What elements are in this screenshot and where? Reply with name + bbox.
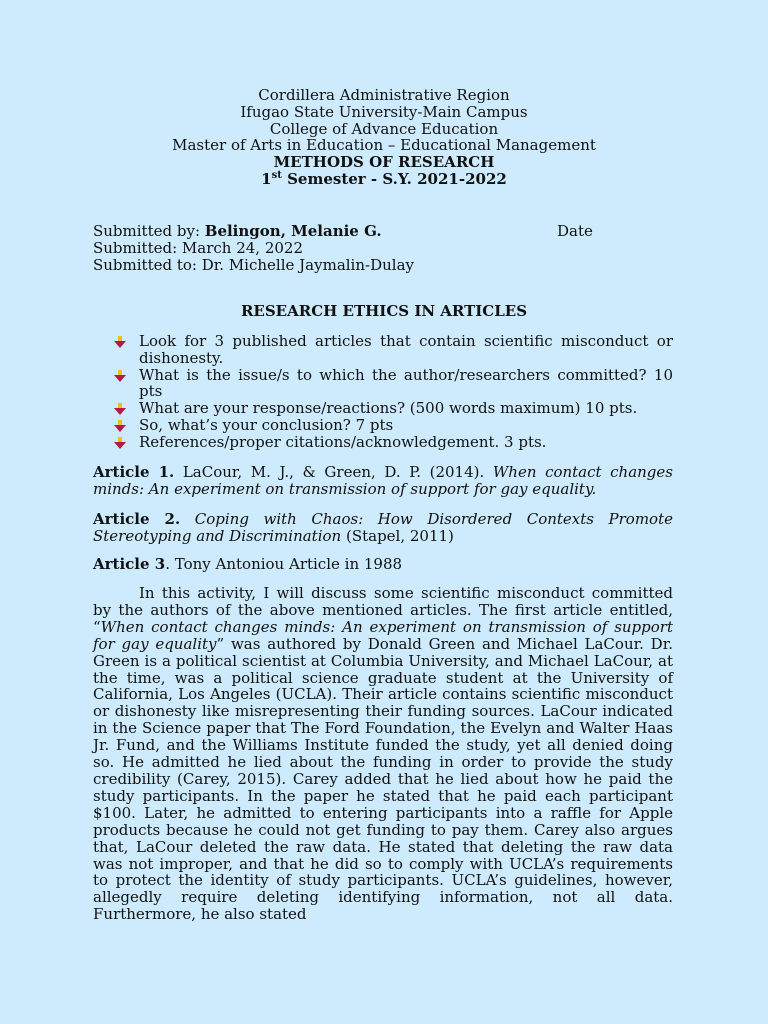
course-line: METHODS OF RESEARCH — [273, 153, 495, 172]
semester-text: Semester - S.Y. 2021-2022 — [281, 169, 507, 188]
article-3 — [93, 556, 673, 573]
article-2-label: Article 2. — [93, 510, 181, 528]
requirement-item: So, what’s your conclusion? 7 pts — [93, 417, 673, 434]
arrow-bullet-icon — [113, 335, 127, 349]
requirement-item: References/proper citations/acknowledgement. 3 pts. — [93, 434, 673, 451]
arrow-bullet-icon — [113, 419, 127, 433]
article-1 — [93, 464, 673, 498]
article-3-text: . Tony Antoniou Article in 1988 — [165, 555, 403, 573]
requirement-item: Look for 3 published articles that contain scientific misconduct or dishonesty. — [93, 333, 673, 367]
requirement-item: What are your response/reactions? (500 words maximum) 10 pts. — [93, 400, 673, 417]
date-label: Date — [557, 222, 593, 240]
semester-suffix: st — [271, 169, 282, 181]
semester-line — [0, 171, 768, 188]
article-3-label: Article 3 — [93, 555, 166, 573]
program-line: Master of Arts in Education – Educational Management — [172, 136, 596, 155]
body-rest: ” was authored by Donald Green and Michael LaCour. Dr. Green is a political scientist at Columbia University, and Michael LaCour, at the time, was a political science graduate student at the University of California, Los Angeles (UCLA). Their article contains scientific misconduct or dishonesty like misrepresenting their funding sources. LaCour indicated in the Science paper that The Ford Foundation, the Evelyn and Walter Haas Jr. Fund, and the Williams Institute funded the study, yet all denied doing so. He admitted he lied about the funding in order to provide the study credibility (Carey, 2015). Carey added that he lied about how he paid the study participants. In the paper he stated that he paid each participant $100. Later, he admitted to entering participants into a raffle for Apple products because he could not get funding to pay them. Carey also argues that, LaCour deleted the raw data. He stated that deleting the raw data was not improper, and that he did so to comply with UCLA’s requirements to protect the identity of study participants. UCLA’s guidelines, however, allegedly require deleting identifying information, not all data. Furthermore, he also stated — [93, 634, 673, 924]
university-line: Ifugao State University-Main Campus — [240, 102, 528, 121]
body-article-title: When contact changes minds: An experiment on transmission of support for gay equality — [93, 617, 673, 653]
article-1-title: When contact changes minds: An experiment on transmission of support for gay equality. — [93, 463, 673, 498]
arrow-bullet-icon — [113, 436, 127, 450]
document-header — [0, 87, 768, 188]
submitted-by — [93, 223, 382, 240]
body-paragraph — [93, 585, 673, 923]
article-1-label: Article 1. — [93, 463, 175, 481]
article-2 — [93, 511, 673, 545]
paper-title: RESEARCH ETHICS IN ARTICLES — [240, 302, 528, 320]
article-2-title: Coping with Chaos: How Disordered Contexts Promote Stereotyping and Discrimination — [93, 510, 673, 545]
region-line: Cordillera Administrative Region — [258, 86, 510, 104]
arrow-bullet-icon — [113, 369, 127, 383]
requirement-item: What is the issue/s to which the author/researchers committed? 10 pts — [93, 367, 673, 401]
author-name: Belingon, Melanie G. — [204, 222, 382, 240]
body-intro: In this activity, I will discuss some scientific misconduct committed by the authors of the above mentioned articles. The first article entitled, “ — [93, 584, 673, 636]
arrow-bullet-icon — [113, 402, 127, 416]
article-1-authors: LaCour, M. J., & Green, D. P. (2014). — [174, 463, 493, 481]
submitted-by-label: Submitted by: — [93, 222, 205, 240]
semester-number: 1 — [261, 169, 272, 188]
requirements-list — [93, 333, 673, 451]
submitted-to: Submitted to: Dr. Michelle Jaymalin-Dulay — [93, 256, 414, 274]
submitted-date: Submitted: March 24, 2022 — [93, 239, 304, 257]
article-2-citation: (Stapel, 2011) — [341, 526, 454, 545]
college-line: College of Advance Education — [269, 119, 499, 138]
